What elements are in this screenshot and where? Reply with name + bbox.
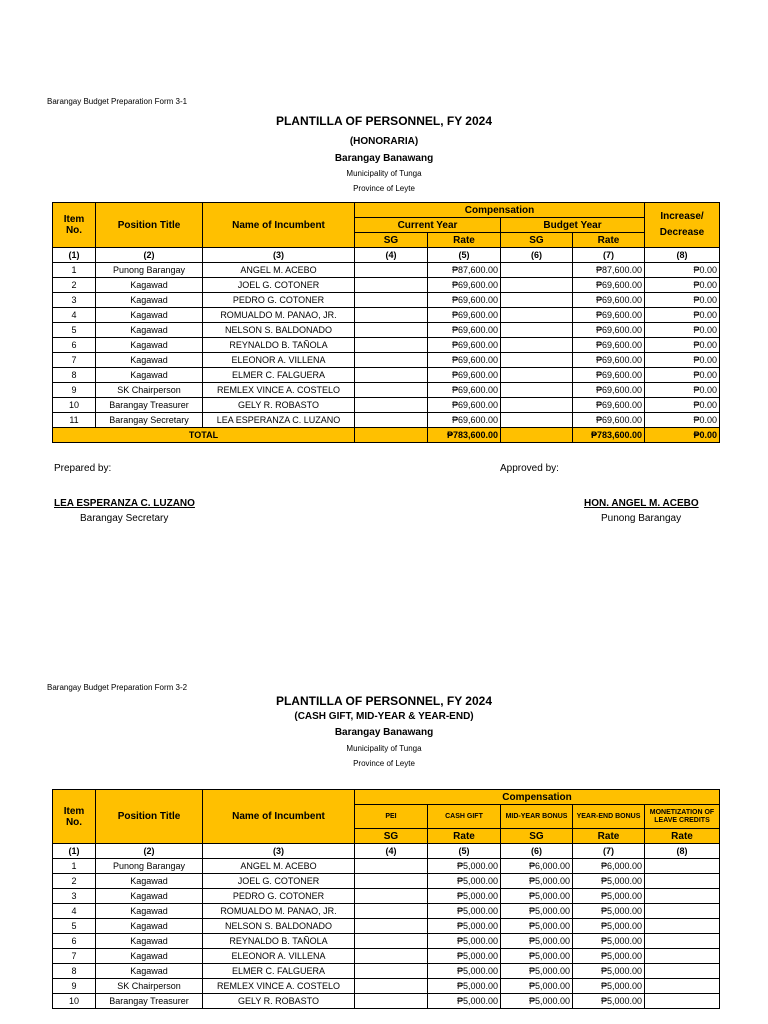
header-position: Position Title xyxy=(96,203,203,248)
incumbent-cell: PEDRO G. COTONER xyxy=(203,889,355,904)
col-number: (1) xyxy=(53,844,96,859)
item-no-cell: 9 xyxy=(53,383,96,398)
mid-year-cell: ₱5,000.00 xyxy=(501,949,573,964)
table-row xyxy=(53,323,720,338)
mid-year-cell: ₱5,000.00 xyxy=(501,904,573,919)
sg-budget-cell xyxy=(501,308,573,323)
table-row xyxy=(53,338,720,353)
position-cell: Kagawad xyxy=(96,874,203,889)
incumbent-cell: ANGEL M. ACEBO xyxy=(203,263,355,278)
table-row xyxy=(53,398,720,413)
cash-gift-cell: ₱5,000.00 xyxy=(428,949,501,964)
col-number: (7) xyxy=(573,248,645,263)
honoraria-table xyxy=(52,202,720,443)
header-compensation: Compensation xyxy=(355,790,720,805)
prepared-by-label: Prepared by: xyxy=(54,463,112,474)
table-row xyxy=(53,949,720,964)
table-row xyxy=(53,919,720,934)
header-budget-year: Budget Year xyxy=(501,218,645,233)
header-sg: SG xyxy=(501,233,573,248)
bonus-table xyxy=(52,789,720,1009)
item-no-cell: 3 xyxy=(53,293,96,308)
incumbent-cell: REMLEX VINCE A. COSTELO xyxy=(203,383,355,398)
item-no-cell: 9 xyxy=(53,979,96,994)
item-no-cell: 6 xyxy=(53,934,96,949)
col-number: (5) xyxy=(428,844,501,859)
item-no-cell: 10 xyxy=(53,398,96,413)
position-cell: Kagawad xyxy=(96,278,203,293)
header-rate: Rate xyxy=(428,829,501,844)
header-sg: SG xyxy=(501,829,573,844)
year-end-cell: ₱5,000.00 xyxy=(573,904,645,919)
incumbent-cell: LEA ESPERANZA C. LUZANO xyxy=(203,413,355,428)
item-no-cell: 4 xyxy=(53,308,96,323)
sg-budget-cell xyxy=(501,323,573,338)
position-cell: Kagawad xyxy=(96,353,203,368)
incumbent-cell: ELMER C. FALGUERA xyxy=(203,368,355,383)
rate-budget-cell: ₱69,600.00 xyxy=(573,323,645,338)
approved-by-label: Approved by: xyxy=(500,463,559,474)
table-row xyxy=(53,263,720,278)
item-no-cell: 10 xyxy=(53,994,96,1009)
mid-year-cell: ₱5,000.00 xyxy=(501,964,573,979)
header-increase: Increase/ Decrease xyxy=(645,203,720,248)
position-cell: SK Chairperson xyxy=(96,979,203,994)
sg-current-cell xyxy=(355,323,428,338)
pei-cell xyxy=(355,949,428,964)
table-row xyxy=(53,934,720,949)
position-cell: Kagawad xyxy=(96,934,203,949)
table-row xyxy=(53,994,720,1009)
item-no-cell: 11 xyxy=(53,413,96,428)
total-row xyxy=(53,428,720,443)
table-row xyxy=(53,368,720,383)
sg-budget-cell xyxy=(501,278,573,293)
rate-budget-cell: ₱69,600.00 xyxy=(573,293,645,308)
cash-gift-cell: ₱5,000.00 xyxy=(428,979,501,994)
table-row xyxy=(53,874,720,889)
position-cell: Kagawad xyxy=(96,904,203,919)
header-pei: PEI xyxy=(355,805,428,829)
item-no-cell: 3 xyxy=(53,889,96,904)
sg-current-cell xyxy=(355,293,428,308)
item-no-cell: 6 xyxy=(53,338,96,353)
item-no-cell: 1 xyxy=(53,859,96,874)
col-number: (8) xyxy=(645,248,720,263)
header-rate: Rate xyxy=(573,829,645,844)
position-cell: Kagawad xyxy=(96,368,203,383)
monetization-cell xyxy=(645,889,720,904)
prepared-by-name: LEA ESPERANZA C. LUZANO xyxy=(54,498,195,509)
table-row xyxy=(53,308,720,323)
col-number: (5) xyxy=(428,248,501,263)
rate-budget-cell: ₱69,600.00 xyxy=(573,368,645,383)
incumbent-cell: REYNALDO B. TAÑOLA xyxy=(203,934,355,949)
incumbent-cell: ROMUALDO M. PANAO, JR. xyxy=(203,308,355,323)
header-rate: Rate xyxy=(645,829,720,844)
pei-cell xyxy=(355,934,428,949)
incumbent-cell: NELSON S. BALDONADO xyxy=(203,323,355,338)
form-label: Barangay Budget Preparation Form 3-2 xyxy=(47,683,188,692)
page-subtitle: (HONORARIA) xyxy=(349,136,419,147)
sg-current-cell xyxy=(355,413,428,428)
rate-budget-cell: ₱69,600.00 xyxy=(573,308,645,323)
province-name: Province of Leyte xyxy=(353,759,415,768)
header-rate: Rate xyxy=(428,233,501,248)
sg-budget-cell xyxy=(501,368,573,383)
header-incumbent: Name of Incumbent xyxy=(203,790,355,844)
sg-budget-cell xyxy=(501,353,573,368)
pei-cell xyxy=(355,964,428,979)
table-row xyxy=(53,904,720,919)
col-number: (6) xyxy=(501,248,573,263)
col-number: (8) xyxy=(645,844,720,859)
column-numbers-row xyxy=(53,844,720,859)
header-current-year: Current Year xyxy=(355,218,501,233)
increase-cell: ₱0.00 xyxy=(645,338,720,353)
sg-current-cell xyxy=(355,353,428,368)
table-row xyxy=(53,278,720,293)
incumbent-cell: JOEL G. COTONER xyxy=(203,278,355,293)
year-end-cell: ₱5,000.00 xyxy=(573,889,645,904)
table-row xyxy=(53,979,720,994)
year-end-cell: ₱5,000.00 xyxy=(573,949,645,964)
position-cell: Barangay Secretary xyxy=(96,413,203,428)
position-cell: Punong Barangay xyxy=(96,859,203,874)
rate-current-cell: ₱69,600.00 xyxy=(428,368,501,383)
rate-budget-cell: ₱69,600.00 xyxy=(573,413,645,428)
mid-year-cell: ₱5,000.00 xyxy=(501,979,573,994)
header-item-no: Item No. xyxy=(53,203,96,248)
sg-budget-cell xyxy=(501,293,573,308)
cash-gift-cell: ₱5,000.00 xyxy=(428,859,501,874)
increase-cell: ₱0.00 xyxy=(645,278,720,293)
rate-budget-cell: ₱69,600.00 xyxy=(573,353,645,368)
table-row xyxy=(53,859,720,874)
header-compensation: Compensation xyxy=(355,203,645,218)
item-no-cell: 2 xyxy=(53,874,96,889)
item-no-cell: 2 xyxy=(53,278,96,293)
rate-budget-cell: ₱87,600.00 xyxy=(573,263,645,278)
pei-cell xyxy=(355,979,428,994)
total-label: TOTAL xyxy=(53,428,355,443)
position-cell: Kagawad xyxy=(96,338,203,353)
col-number: (3) xyxy=(203,844,355,859)
municipality-name: Municipality of Tunga xyxy=(346,169,422,178)
monetization-cell xyxy=(645,979,720,994)
position-cell: Kagawad xyxy=(96,964,203,979)
col-number: (6) xyxy=(501,844,573,859)
rate-current-cell: ₱69,600.00 xyxy=(428,353,501,368)
incumbent-cell: ELEONOR A. VILLENA xyxy=(203,949,355,964)
pei-cell xyxy=(355,994,428,1009)
sg-current-cell xyxy=(355,278,428,293)
sg-current-cell xyxy=(355,398,428,413)
col-number: (4) xyxy=(355,844,428,859)
position-cell: Kagawad xyxy=(96,949,203,964)
position-cell: Punong Barangay xyxy=(96,263,203,278)
rate-budget-cell: ₱69,600.00 xyxy=(573,383,645,398)
rate-current-cell: ₱69,600.00 xyxy=(428,323,501,338)
sg-budget-cell xyxy=(501,398,573,413)
position-cell: Barangay Treasurer xyxy=(96,398,203,413)
year-end-cell: ₱5,000.00 xyxy=(573,964,645,979)
header-year-end: YEAR-END BONUS xyxy=(573,805,645,829)
incumbent-cell: NELSON S. BALDONADO xyxy=(203,919,355,934)
sg-budget-cell xyxy=(501,413,573,428)
incumbent-cell: PEDRO G. COTONER xyxy=(203,293,355,308)
mid-year-cell: ₱5,000.00 xyxy=(501,934,573,949)
cash-gift-cell: ₱5,000.00 xyxy=(428,934,501,949)
table-row xyxy=(53,964,720,979)
header-sg: SG xyxy=(355,233,428,248)
form-label: Barangay Budget Preparation Form 3-1 xyxy=(47,97,188,106)
rate-current-cell: ₱69,600.00 xyxy=(428,413,501,428)
increase-cell: ₱0.00 xyxy=(645,383,720,398)
page-title: PLANTILLA OF PERSONNEL, FY 2024 xyxy=(275,694,493,708)
sg-current-cell xyxy=(355,263,428,278)
item-no-cell: 7 xyxy=(53,353,96,368)
item-no-cell: 5 xyxy=(53,323,96,338)
incumbent-cell: REYNALDO B. TAÑOLA xyxy=(203,338,355,353)
cash-gift-cell: ₱5,000.00 xyxy=(428,919,501,934)
year-end-cell: ₱5,000.00 xyxy=(573,979,645,994)
approved-by-title: Punong Barangay xyxy=(601,513,682,524)
cash-gift-cell: ₱5,000.00 xyxy=(428,889,501,904)
header-monetization: MONETIZATION OF LEAVE CREDITS xyxy=(645,805,720,829)
table-row xyxy=(53,383,720,398)
page-title: PLANTILLA OF PERSONNEL, FY 2024 xyxy=(275,114,493,128)
rate-budget-cell: ₱69,600.00 xyxy=(573,278,645,293)
increase-cell: ₱0.00 xyxy=(645,323,720,338)
monetization-cell xyxy=(645,904,720,919)
year-end-cell: ₱6,000.00 xyxy=(573,859,645,874)
year-end-cell: ₱5,000.00 xyxy=(573,994,645,1009)
header-position: Position Title xyxy=(96,790,203,844)
province-name: Province of Leyte xyxy=(353,184,415,193)
col-number: (2) xyxy=(96,844,203,859)
sg-budget-cell xyxy=(501,383,573,398)
rate-current-cell: ₱87,600.00 xyxy=(428,263,501,278)
header-rate: Rate xyxy=(573,233,645,248)
municipality-name: Municipality of Tunga xyxy=(346,744,422,753)
rate-budget-cell: ₱69,600.00 xyxy=(573,398,645,413)
sg-current-cell xyxy=(355,383,428,398)
increase-cell: ₱0.00 xyxy=(645,353,720,368)
col-number: (2) xyxy=(96,248,203,263)
mid-year-cell: ₱5,000.00 xyxy=(501,889,573,904)
position-cell: Kagawad xyxy=(96,323,203,338)
item-no-cell: 8 xyxy=(53,964,96,979)
year-end-cell: ₱5,000.00 xyxy=(573,874,645,889)
sg-budget-cell xyxy=(501,263,573,278)
pei-cell xyxy=(355,859,428,874)
column-numbers-row xyxy=(53,248,720,263)
header-mid-year: MID-YEAR BONUS xyxy=(501,805,573,829)
position-cell: Kagawad xyxy=(96,293,203,308)
increase-cell: ₱0.00 xyxy=(645,398,720,413)
sg-budget-cell xyxy=(501,338,573,353)
col-number: (7) xyxy=(573,844,645,859)
incumbent-cell: REMLEX VINCE A. COSTELO xyxy=(203,979,355,994)
barangay-name: Barangay Banawang xyxy=(334,727,434,738)
cash-gift-cell: ₱5,000.00 xyxy=(428,874,501,889)
position-cell: Kagawad xyxy=(96,889,203,904)
rate-current-cell: ₱69,600.00 xyxy=(428,278,501,293)
increase-cell: ₱0.00 xyxy=(645,368,720,383)
monetization-cell xyxy=(645,949,720,964)
cash-gift-cell: ₱5,000.00 xyxy=(428,904,501,919)
increase-cell: ₱0.00 xyxy=(645,293,720,308)
mid-year-cell: ₱5,000.00 xyxy=(501,919,573,934)
rate-current-cell: ₱69,600.00 xyxy=(428,398,501,413)
cash-gift-cell: ₱5,000.00 xyxy=(428,994,501,1009)
header-cash-gift: CASH GIFT xyxy=(428,805,501,829)
prepared-by-title: Barangay Secretary xyxy=(80,513,169,524)
monetization-cell xyxy=(645,994,720,1009)
col-number: (4) xyxy=(355,248,428,263)
approved-by-name: HON. ANGEL M. ACEBO xyxy=(584,498,699,509)
incumbent-cell: ELEONOR A. VILLENA xyxy=(203,353,355,368)
pei-cell xyxy=(355,874,428,889)
item-no-cell: 5 xyxy=(53,919,96,934)
total-increase: ₱0.00 xyxy=(645,428,720,443)
incumbent-cell: JOEL G. COTONER xyxy=(203,874,355,889)
position-cell: SK Chairperson xyxy=(96,383,203,398)
total-budget-rate: ₱783,600.00 xyxy=(573,428,645,443)
table-row xyxy=(53,889,720,904)
cash-gift-cell: ₱5,000.00 xyxy=(428,964,501,979)
pei-cell xyxy=(355,889,428,904)
rate-current-cell: ₱69,600.00 xyxy=(428,383,501,398)
mid-year-cell: ₱5,000.00 xyxy=(501,874,573,889)
increase-cell: ₱0.00 xyxy=(645,263,720,278)
rate-current-cell: ₱69,600.00 xyxy=(428,293,501,308)
table-row xyxy=(53,353,720,368)
incumbent-cell: ANGEL M. ACEBO xyxy=(203,859,355,874)
item-no-cell: 1 xyxy=(53,263,96,278)
header-incumbent: Name of Incumbent xyxy=(203,203,355,248)
item-no-cell: 7 xyxy=(53,949,96,964)
table-row xyxy=(53,293,720,308)
item-no-cell: 8 xyxy=(53,368,96,383)
mid-year-cell: ₱5,000.00 xyxy=(501,994,573,1009)
year-end-cell: ₱5,000.00 xyxy=(573,919,645,934)
increase-cell: ₱0.00 xyxy=(645,413,720,428)
sg-current-cell xyxy=(355,368,428,383)
incumbent-cell: ELMER C. FALGUERA xyxy=(203,964,355,979)
year-end-cell: ₱5,000.00 xyxy=(573,934,645,949)
sg-current-cell xyxy=(355,308,428,323)
barangay-name: Barangay Banawang xyxy=(334,153,434,164)
pei-cell xyxy=(355,904,428,919)
rate-current-cell: ₱69,600.00 xyxy=(428,308,501,323)
monetization-cell xyxy=(645,934,720,949)
monetization-cell xyxy=(645,874,720,889)
item-no-cell: 4 xyxy=(53,904,96,919)
col-number: (1) xyxy=(53,248,96,263)
rate-current-cell: ₱69,600.00 xyxy=(428,338,501,353)
position-cell: Kagawad xyxy=(96,919,203,934)
monetization-cell xyxy=(645,964,720,979)
total-current-rate: ₱783,600.00 xyxy=(428,428,501,443)
table-row xyxy=(53,413,720,428)
page-subtitle: (CASH GIFT, MID-YEAR & YEAR-END) xyxy=(294,711,474,722)
incumbent-cell: GELY R. ROBASTO xyxy=(203,398,355,413)
position-cell: Kagawad xyxy=(96,308,203,323)
monetization-cell xyxy=(645,919,720,934)
position-cell: Barangay Treasurer xyxy=(96,994,203,1009)
header-item-no: Item No. xyxy=(53,790,96,844)
mid-year-cell: ₱6,000.00 xyxy=(501,859,573,874)
incumbent-cell: ROMUALDO M. PANAO, JR. xyxy=(203,904,355,919)
rate-budget-cell: ₱69,600.00 xyxy=(573,338,645,353)
col-number: (3) xyxy=(203,248,355,263)
pei-cell xyxy=(355,919,428,934)
increase-cell: ₱0.00 xyxy=(645,308,720,323)
monetization-cell xyxy=(645,859,720,874)
header-sg: SG xyxy=(355,829,428,844)
sg-current-cell xyxy=(355,338,428,353)
incumbent-cell: GELY R. ROBASTO xyxy=(203,994,355,1009)
